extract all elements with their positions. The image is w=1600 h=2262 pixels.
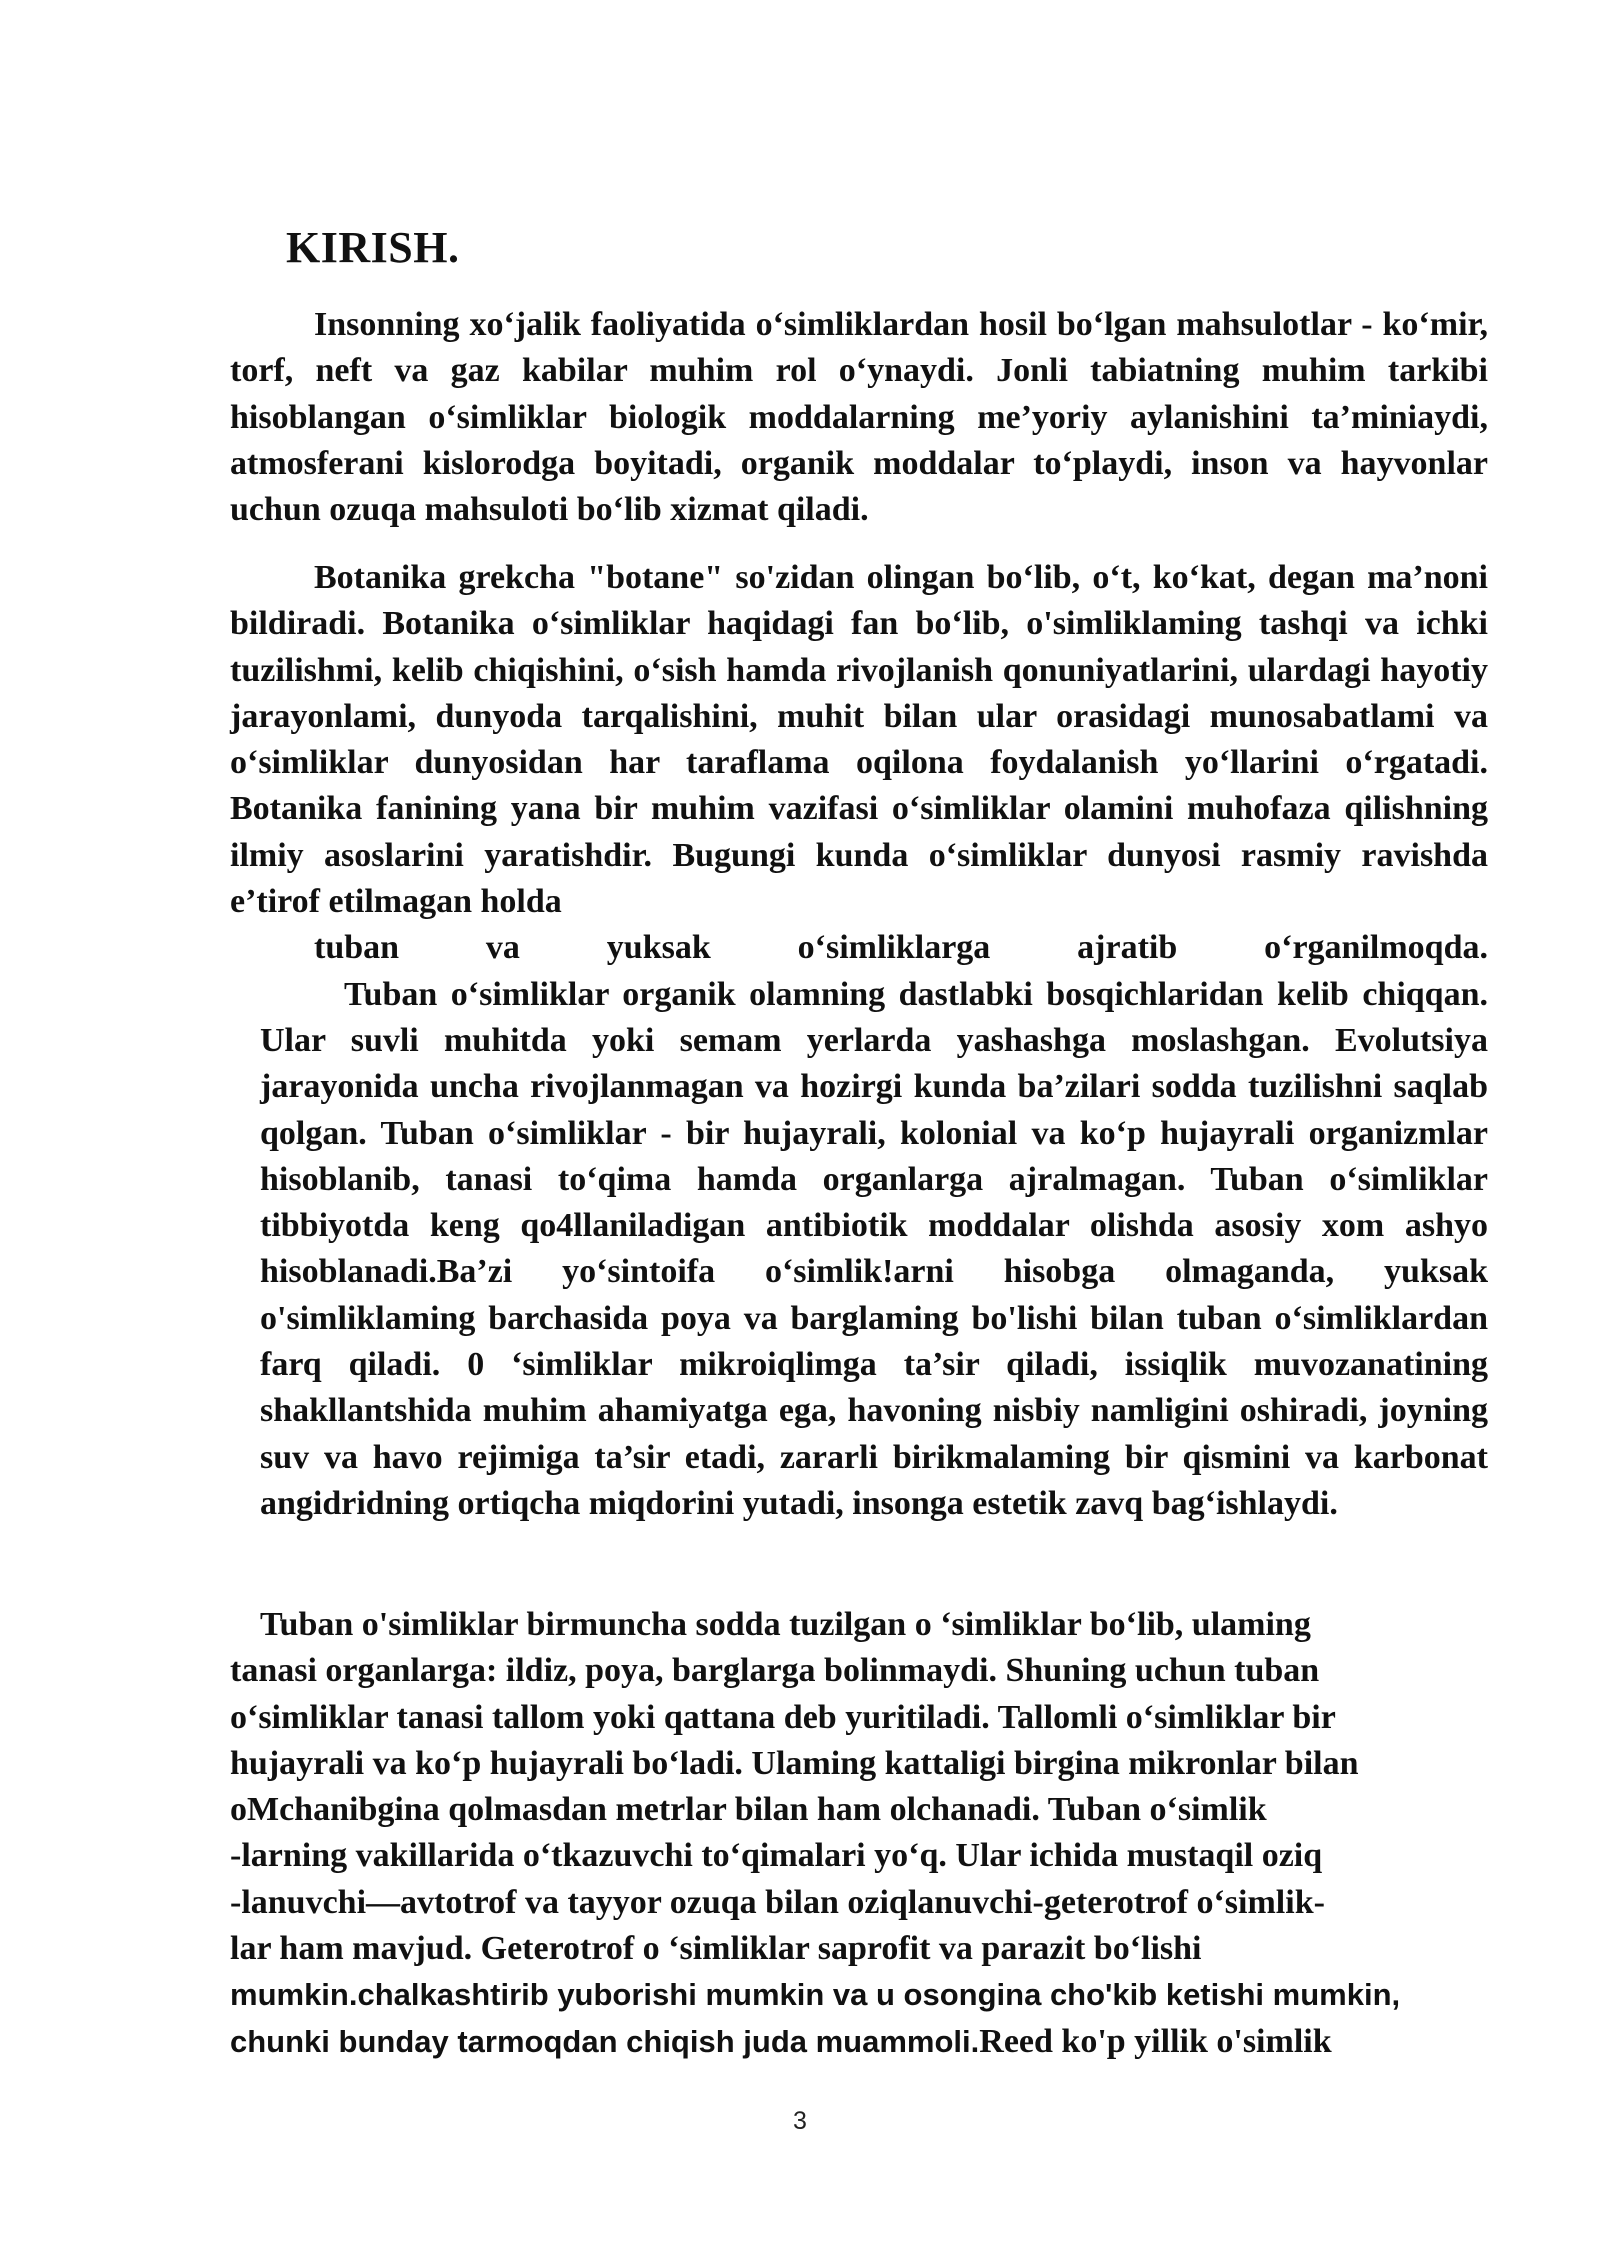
paragraph-line: tanasi organlarga: ildiz, poya, barglarga bolinmaydi. Shuning uchun tuban [230,1652,1320,1690]
paragraph-line: Tuban o'simliklar birmuncha sodda tuzilgan o ‘simliklar bo‘lib, ulaming [260,1606,1311,1643]
page-title: KIRISH. [286,223,460,272]
paragraph-line-mixed [230,2019,1488,2065]
paragraph-botanika-justified-line: tuban va yuksak o‘simliklarga ajratib o‘rganilmoqda. [314,929,1488,967]
paragraph-line: -larning vakillarida o‘tkazuvchi to‘qimalari yo‘q. Ular ichida mustaqil oziq [230,1837,1323,1875]
paragraph-line: hujayrali va ko‘p hujayrali bo‘ladi. Ulaming kattaligi birgina mikronlar bilan [230,1744,1359,1782]
paragraph-botanika-text: Botanika grekcha "botane" so'zidan olingan bo‘lib, o‘t, ko‘kat, degan ma’noni bildiradi. Botanika o‘simliklar haqidagi fan bo‘lib, o'simliklaming tashqi va ichki tuzilishmi, kelib chiqishini, o‘sish hamda rivojlanish qonuniyatlarini, ulardagi hayotiy jarayonlami, dunyoda tarqalishini, muhit bilan ular orasidagi munosabatlami va o‘simliklar dunyosidan har taraflama oqilona foydalanish yo‘llarini o‘rgatadi. Botanika fanining yana bir muhim vazifasi o‘simliklar olamini muhofaza qilishning ilmiy asoslarini yaratishdir. Bugungi kunda o‘simliklar dunyosi rasmiy ravishda e’tirof etilmagan holda [230,559,1488,921]
paragraph-line: lar ham mavjud. Geterotrof o ‘simliklar saprofit va parazit bo‘lishi [230,1930,1202,1968]
paragraph-line: oMchanibgina qolmasdan metrlar bilan ham olchanadi. Tuban o‘simlik [230,1791,1267,1829]
paragraph-line-serif-part: Reed ko'p yillik o'simlik [979,2022,1332,2060]
paragraph-tuban-simliklar [230,1602,1488,2065]
paragraph-line: -lanuvchi—avtotrof va tayyor ozuqa bilan oziqlanuvchi-geterotrof o‘simlik- [230,1883,1325,1921]
paragraph-line-sans-part: chunki bunday tarmoqdan chiqish juda muammoli. [230,2023,980,2059]
paragraph-line-sans: mumkin.chalkashtirib yuborishi mumkin va u osongina cho'kib ketishi mumkin, [230,1977,1401,2013]
paragraph-line: o‘simliklar tanasi tallom yoki qattana deb yuritiladi. Tallomli o‘simliklar bir [230,1698,1336,1736]
paragraph-tuban-text: Tuban o‘simliklar organik olamning dastlabki bosqichlaridan kelib chiqqan. Ular suvli muhitda yoki semam yerlarda yashashga moslashgan. Evolutsiya jarayonida uncha rivojlanmagan va hozirgi kunda ba’zilari sodda tuzilishni saqlab qolgan. Tuban o‘simliklar - bir hujayrali, kolonial va ko‘p hujayrali organizmlar hisoblanib, tanasi to‘qima hamda organlarga ajralmagan. Tuban o‘simliklar tibbiyotda keng qo4llaniladigan antibiotik moddalar olishda asosiy xom ashyo hisoblanadi.Ba’zi yo‘sintoifa o‘simlik!arni hisobga olmaganda, yuksak o'simliklaming barchasida poya va barglaming bo'lishi bilan tuban o‘simliklardan farq qiladi. 0 ‘simliklar mikroiqlimga ta’sir qiladi, issiqlik muvozanatining shakllantshida muhim ahamiyatga ega, havoning nisbiy namligini oshiradi, joyning suv va havo rejimiga ta’sir etadi, zararli birikmalaming bir qismini va karbonat angidridning ortiqcha miqdorini yutadi, insonga estetik zavq bag‘ishlaydi. [260,975,1488,1522]
paragraph-intro: Insonning xo‘jalik faoliyatida o‘simliklardan hosil bo‘lgan mahsulotlar - ko‘mir, torf, neft va gaz kabilar muhim rol o‘ynaydi. Jonli tabiatning muhim tarkibi hisoblangan o‘simliklar biologik moddalarning me’yoriy aylanishini ta’miniaydi, atmosferani kislorodga boyitadi, organik moddalar to‘playdi, inson va hayvonlar uchun ozuqa mahsuloti bo‘lib xizmat qiladi. [230,306,1488,529]
page-number: 3 [793,2107,807,2135]
paragraph-botanika [230,555,1488,1527]
